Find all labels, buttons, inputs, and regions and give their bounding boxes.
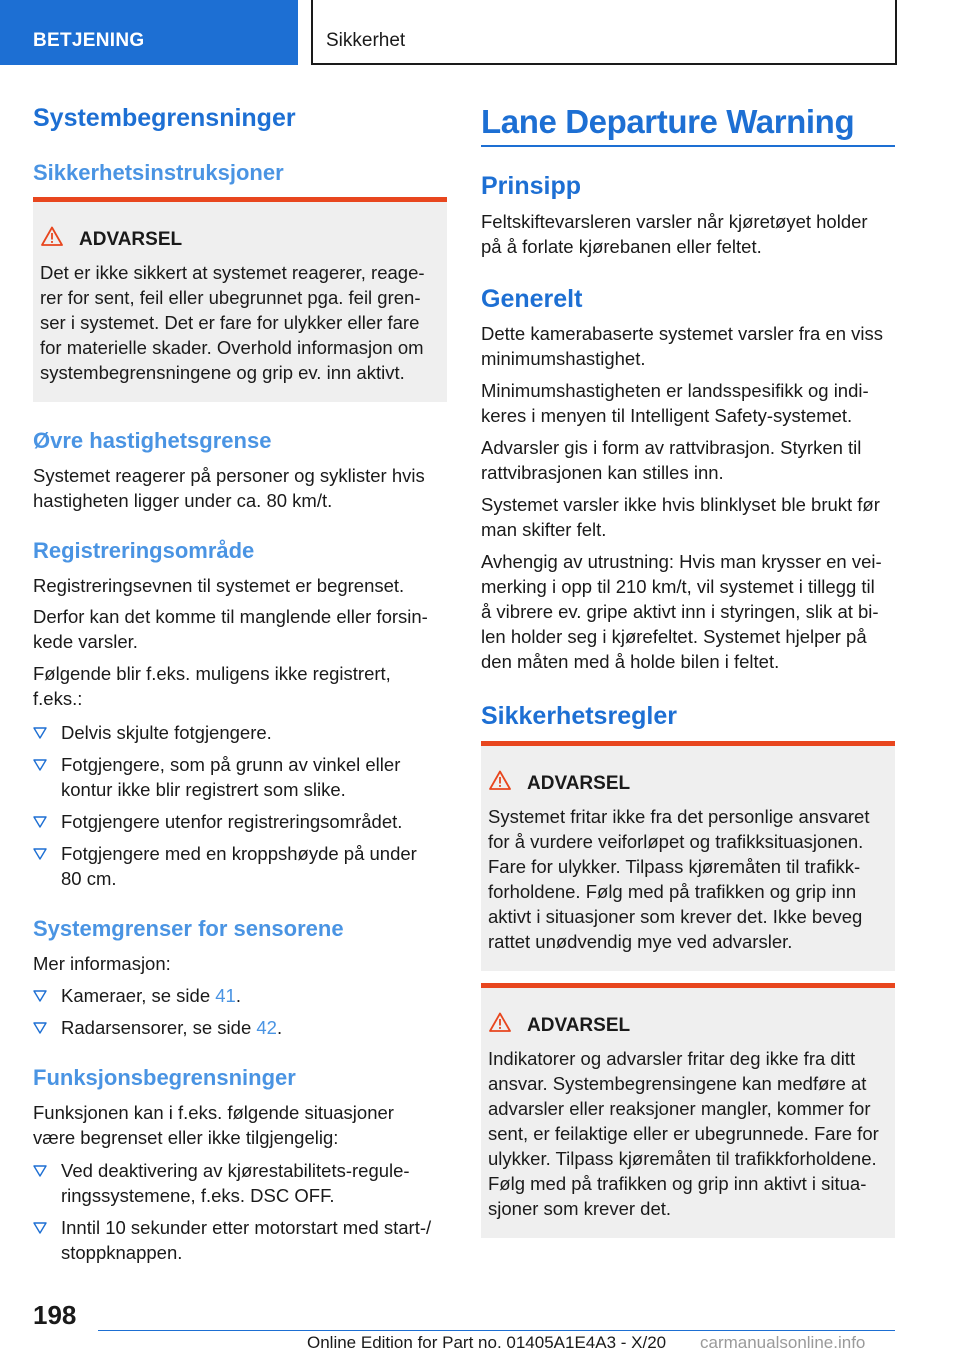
- list-item: Kameraer, se side 41.: [33, 983, 447, 1008]
- bullet-triangle-icon: [33, 816, 47, 828]
- list-item: Fotgjengere, som på grunn av vinkel eller kontur ikke blir registrert som slike.: [33, 752, 447, 802]
- header-chapter-box: [311, 0, 897, 65]
- bullet-triangle-icon: [33, 1222, 47, 1234]
- page-link-42[interactable]: 42: [256, 1017, 277, 1038]
- list-item: Delvis skjulte fotgjengere.: [33, 720, 447, 745]
- bullet-triangle-icon: [33, 848, 47, 860]
- footer-rule: [98, 1330, 895, 1331]
- warning-text: Indikatorer og advarsler fritar deg ikke fra ditt ansvar. Systembegrensingene kan medføre at advarsler eller reaksjoner mangler, kommer for sent, er feilaktige eller er ubegrunnede. Fare for ulykker. Tilpass kjøremåten til trafikkforholdene. Følg med på trafikken og grip inn aktivt i situa- sjoner som krever det.: [488, 1048, 879, 1219]
- list-item: Fotgjengere med en kroppshøyde på under 80 cm.: [33, 841, 447, 891]
- list-item: Inntil 10 sekunder etter motorstart med start-/ stoppknappen.: [33, 1215, 447, 1265]
- bullet-triangle-icon: [33, 1165, 47, 1177]
- heading-general: Generelt: [481, 285, 583, 313]
- heading-safety-rules: Sikkerhetsregler: [481, 702, 677, 730]
- warning-box-left: [33, 197, 447, 402]
- paragraph-function: Funksjonen kan i f.eks. følgende situasjoner være begrenset eller ikke tilgjengelig:: [33, 1102, 394, 1148]
- paragraph-general-4: Systemet varsler ikke hvis blinklyset ble brukt før man skifter felt.: [481, 494, 880, 540]
- list-item: Ved deaktivering av kjørestabilitets-regule- ringssystemene, f.eks. DSC OFF.: [33, 1158, 447, 1208]
- title-rule: [481, 145, 895, 147]
- bullet-triangle-icon: [33, 1022, 47, 1034]
- warning-triangle-icon: [41, 226, 63, 246]
- paragraph-general-2: Minimumshastigheten er landsspesifikk og indi- keres i menyen til Intelligent Safety-systemet.: [481, 380, 869, 426]
- page-number: 198: [33, 1300, 77, 1330]
- heading-function-limits: Funksjonsbegrensninger: [33, 1065, 296, 1090]
- paragraph-general-1: Dette kamerabaserte systemet varsler fra en viss minimumshastighet.: [481, 323, 884, 369]
- paragraph-range-3: Følgende blir f.eks. muligens ikke registrert, f.eks.:: [33, 663, 391, 709]
- warning-box-right-1: [481, 741, 895, 971]
- page-link-41[interactable]: 41: [215, 985, 236, 1006]
- paragraph-general-5: Avhengig av utrustning: Hvis man krysser en vei- merking i opp til 210 km/t, vil systemet i tillegg til å vibrere ev. gripe aktivt inn i styringen, slik at bi- len holder seg i kjørefeltet. Systemet hjelper på den måten med å holde bilen i feltet.: [481, 551, 882, 672]
- warning-text: Det er ikke sikkert at systemet reagerer, reage- rer for sent, feil eller ubegrunnet pga. feil gren- ser i systemet. Det er fare for ulykker eller fare for materielle skader. Overhold informasjon om systembegrensningene og grip ev. inn aktivt.: [40, 262, 425, 383]
- warning-text: Systemet fritar ikke fra det personlige ansvaret for å vurdere veiforløpet og trafikksituasjonen. Fare for ulykker. Tilpass kjøremåten til trafikk- forholdene. Følg med på trafikken og grip inn aktivt i situasjoner som krever det. Ikke beveg rattet unødvendig mye ved advarsler.: [488, 806, 870, 952]
- footer-edition: Online Edition for Part no. 01405A1E4A3 - X/20: [307, 1333, 667, 1352]
- heading-sensor-limits: Systemgrenser for sensorene: [33, 916, 344, 941]
- warning-triangle-icon: [489, 1012, 511, 1032]
- warning-label: ADVARSEL: [527, 773, 631, 794]
- bullet-triangle-icon: [33, 727, 47, 739]
- header-section-label: BETJENING: [33, 30, 145, 51]
- list-item: Radarsensorer, se side 42.: [33, 1015, 447, 1040]
- warning-box-right-2: [481, 983, 895, 1238]
- section-title-systembegrensninger: Systembegrensninger: [33, 104, 296, 132]
- paragraph-range-2: Derfor kan det komme til manglende eller forsin- kede varsler.: [33, 606, 428, 652]
- paragraph-principle: Feltskiftevarsleren varsler når kjøretøyet holder på å forlate kjørebanen eller feltet.: [481, 211, 868, 257]
- header-chapter-label: Sikkerhet: [326, 30, 406, 51]
- bullet-triangle-icon: [33, 759, 47, 771]
- paragraph-more-info: Mer informasjon:: [33, 953, 171, 974]
- paragraph-general-3: Advarsler gis i form av rattvibrasjon. Styrken til rattvibrasjonen kan stilles inn.: [481, 437, 862, 483]
- section-title-lane-departure-warning: Lane Departure Warning: [481, 103, 855, 140]
- list-item: Fotgjengere utenfor registreringsområdet.: [33, 809, 447, 834]
- heading-safety-instructions: Sikkerhetsinstruksjoner: [33, 160, 284, 185]
- warning-triangle-icon: [489, 770, 511, 790]
- warning-label: ADVARSEL: [79, 229, 183, 250]
- heading-principle: Prinsipp: [481, 172, 582, 200]
- warning-label: ADVARSEL: [527, 1015, 631, 1036]
- header-section-tab: [0, 0, 298, 65]
- paragraph-range-1: Registreringsevnen til systemet er begrenset.: [33, 575, 405, 596]
- paragraph-speed: Systemet reagerer på personer og syklister hvis hastigheten ligger under ca. 80 km/t.: [33, 465, 425, 511]
- heading-upper-speed-limit: Øvre hastighetsgrense: [33, 428, 272, 453]
- heading-detection-range: Registreringsområde: [33, 538, 255, 563]
- watermark: carmanualsonline.info: [700, 1333, 866, 1352]
- bullet-triangle-icon: [33, 990, 47, 1002]
